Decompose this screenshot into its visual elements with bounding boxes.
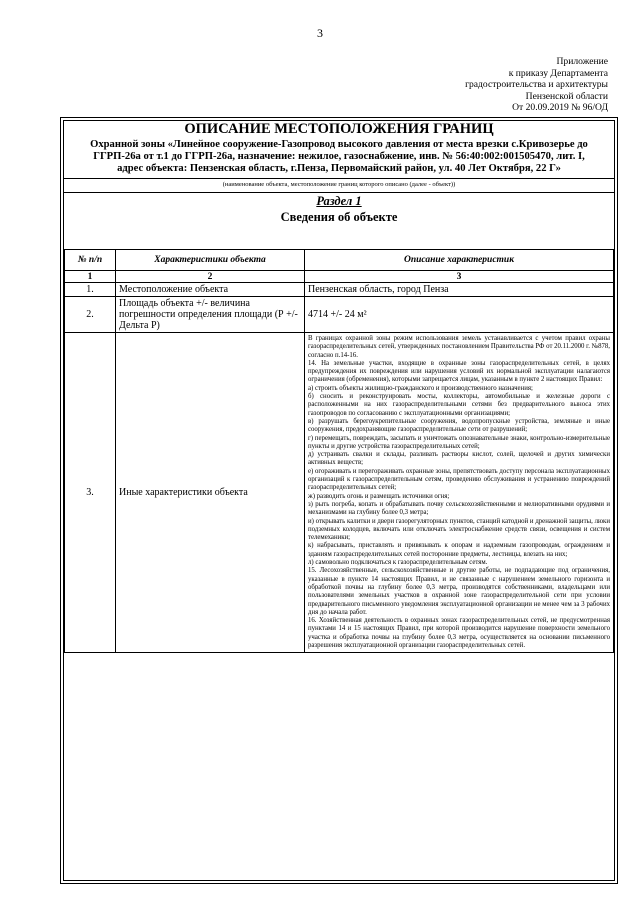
appendix-line: От 20.09.2019 № 96/ОД <box>512 102 608 114</box>
object-description: Охранной зоны «Линейное сооружение-Газопровод высокого давления от места врезки с.Кривозерье до ГГРП-26а от т.1 до ГГРП-26а, назначение: нежилое, газоснабжение, инв. № 56:40:002:001505470, лит. I, адрес объекта: Пензенская область, г.Пенза, Первомайский район, ул. 40 Лет Октября, 22 Г» <box>90 139 588 174</box>
paragraph: в) разрушать берегоукрепительные сооружения, водопропускные устройства, земляные и иные сооружения, предохраняющие газораспределительные сети от разрушений; <box>308 417 610 434</box>
row-name: Площадь объекта +/- величина погрешности определения площади (Р +/- Дельта Р) <box>116 297 305 333</box>
row-value-paragraphs <box>305 333 614 653</box>
column-number: 1 <box>65 271 116 283</box>
section-title: Раздел 1 <box>316 194 362 208</box>
paragraph: е) огораживать и перегораживать охранные зоны, препятствовать доступу персонала эксплуатационных организаций к газораспределительным сетям, проведению обслуживания и устранению повреждений газораспределительных сетей; <box>308 467 610 492</box>
paragraph: б) сносить и реконструировать мосты, коллекторы, автомобильные и железные дороги с расположенными на них газораспределительными сетями без предварительного выноса этих газопроводов по согласованию с эксплуатационными организациями; <box>308 393 610 417</box>
header-characteristics: Характеристики объекта <box>116 250 305 271</box>
paragraph: з) рыть погреба, копать и обрабатывать почву сельскохозяйственными и мелиоративными орудиями и механизмами на глубину более 0,3 метра; <box>308 500 610 517</box>
row-value: Пензенская область, город Пенза <box>305 283 614 297</box>
paragraph: а) строить объекты жилищно-гражданского и производственного назначения; <box>308 384 533 392</box>
table-header-row <box>65 250 614 271</box>
page-number: 3 <box>317 26 323 40</box>
paragraph: д) устраивать свалки и склады, разливать растворы кислот, солей, щелочей и других химически активных веществ; <box>308 451 610 467</box>
table-row <box>65 297 614 333</box>
row-value: 4714 +/- 24 м² <box>305 297 614 333</box>
appendix-line: Приложение <box>556 56 608 67</box>
row-number: 2. <box>65 297 116 333</box>
appendix-line: к приказу Департамента <box>508 67 608 79</box>
paragraph: 14. На земельные участки, входящие в охранные зоны газораспределительных сетей, в целях предупреждения их повреждения или нарушения условий их нормальной эксплуатации налагаются ограничения (обременения), которыми запрещается лицам, указанным в пункте 2 настоящих Правил: <box>308 359 610 384</box>
paragraph: 15. Лесохозяйственные, сельскохозяйственные и другие работы, не подпадающие под ограничения, указанные в пункте 14 настоящих Правил, и не связанные с нарушением земельного горизонта и обработкой почвы на глубину более 0,3 метра, производятся собственниками, владельцами или пользователями земельных участков в охранной зоне газораспределительной сети при условии предварительного письменного уведомления эксплуатационной организации не менее чем за 3 рабочих дня до начала работ. <box>308 567 610 616</box>
section-subtitle: Сведения об объекте <box>280 210 398 224</box>
paragraph: г) перемещать, повреждать, засыпать и уничтожать опознавательные знаки, контрольно-измерительные пункты и другие устройства газораспределительных сетей; <box>308 434 610 450</box>
row-name: Иные характеристики объекта <box>116 333 305 653</box>
object-note: (наименование объекта, местоположение границ которого описано (далее - объект)) <box>64 178 614 192</box>
document-inner-frame <box>63 120 615 881</box>
row-number: 3. <box>65 333 116 653</box>
document-frame <box>60 117 618 884</box>
header-description: Описание характеристик <box>305 250 614 271</box>
appendix-line: градостроительства и архитектуры <box>465 79 608 91</box>
paragraph: В границах охранной зоны режим использования земель устанавливается с учетом правил охраны газораспределительных сетей, утвержденных постановлением Правительства РФ от 20.11.2000 г. №878, согласно п.14-16. <box>308 335 610 359</box>
column-number: 3 <box>305 271 614 283</box>
paragraph: 16. Хозяйственная деятельность в охранных зонах газораспределительных сетей, не предусмотренная пунктами 14 и 15 настоящих Правил, при которой производится нарушение поверхности земельного участка и обработка почвы на глубину более 0,3 метра, осуществляется на основании письменного разрешения эксплуатационной организации газораспределительных сетей. <box>308 617 610 649</box>
section-heading <box>64 192 614 228</box>
table-row <box>65 283 614 297</box>
paragraph: ж) разводить огонь и размещать источники огня; <box>308 492 450 500</box>
row-name: Местоположение объекта <box>116 283 305 297</box>
column-number: 2 <box>116 271 305 283</box>
object-table <box>64 249 614 653</box>
paragraph: к) набрасывать, приставлять и привязывать к опорам и надземным газопроводам, ограждениям и зданиям газораспределительных сетей посторонние предметы, лестницы, влезать на них; <box>308 542 610 558</box>
table-row <box>65 333 614 653</box>
column-number-row <box>65 271 614 283</box>
paragraph: и) открывать калитки и двери газорегуляторных пунктов, станций катодной и дренажной защиты, люки подземных колодцев, включать или отключать электроснабжение средств связи, освещения и систем телемеханики; <box>308 517 610 542</box>
appendix-block <box>465 56 608 114</box>
paragraph: л) самовольно подключаться к газораспределительным сетям. <box>308 559 488 567</box>
row-number: 1. <box>65 283 116 297</box>
document-title: ОПИСАНИЕ МЕСТОПОЛОЖЕНИЯ ГРАНИЦ <box>184 121 494 137</box>
header-number: № п/п <box>65 250 116 271</box>
appendix-line: Пензенской области <box>525 90 608 102</box>
